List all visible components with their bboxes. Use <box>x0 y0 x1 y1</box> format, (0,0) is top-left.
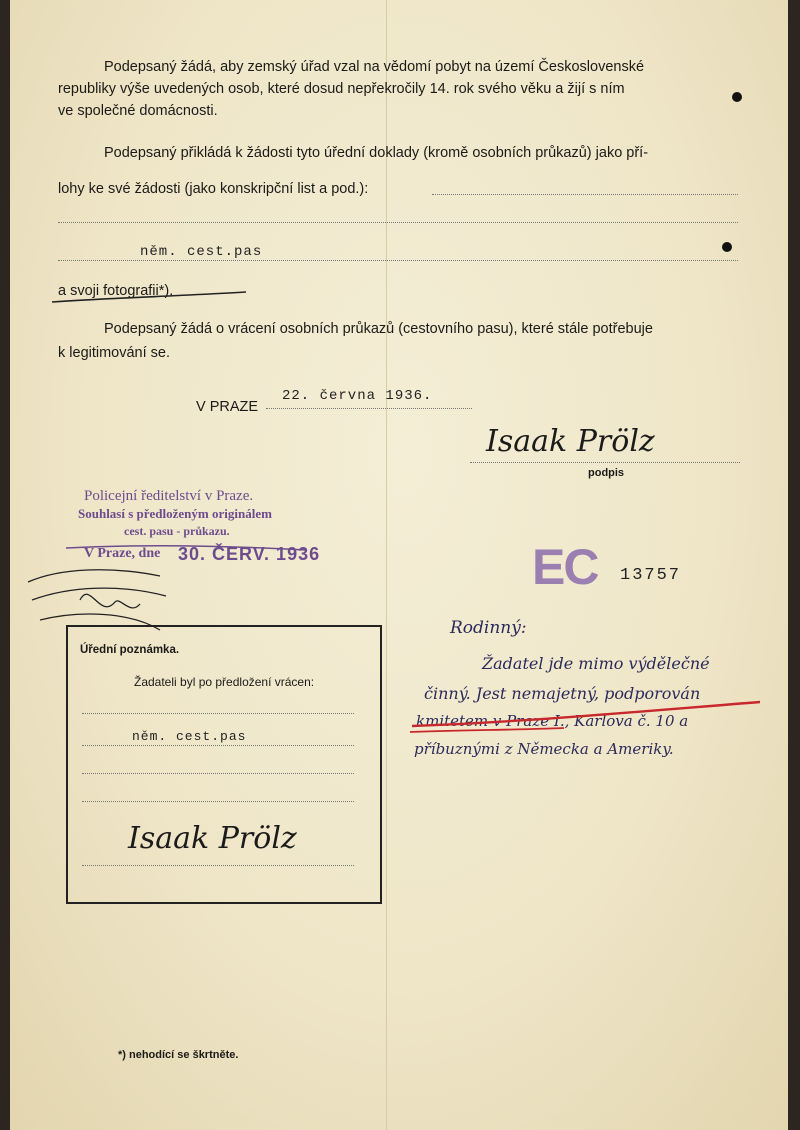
official-note-document: něm. cest.pas <box>132 729 247 744</box>
punch-hole-top <box>732 92 742 102</box>
attachments-line-3 <box>58 260 738 261</box>
date-typed: 22. června 1936. <box>282 388 433 404</box>
official-note-title: Úřední poznámka. <box>80 644 180 656</box>
note-line-1 <box>82 713 354 714</box>
handwritten-underline <box>50 288 250 308</box>
ec-stamp: EC <box>532 539 598 595</box>
stamp-line1: Policejní ředitelství v Praze. <box>84 488 254 504</box>
photo-line: a svoji fotografii*). <box>58 283 174 299</box>
official-note-line1: Žadateli byl po předložení vrácen: <box>134 675 315 689</box>
typed-document: něm. cest.pas <box>140 244 263 260</box>
scan-edge-left <box>0 0 10 1130</box>
signature-label: podpis <box>588 467 625 479</box>
note-line-3 <box>82 773 354 774</box>
footnote: *) nehodící se škrtněte. <box>118 1049 239 1061</box>
paragraph1-line1: Podepsaný žádá, aby zemský úřad vzal na vědomí pobyt na území Československé <box>104 59 645 75</box>
scan-edge-right <box>788 0 800 1130</box>
paragraph1-line2: republiky výše uvedených osob, které dosud nepřekročily 14. rok svého věku a žijí s ním <box>58 81 625 97</box>
handwritten-note-line3: činný. Jest nemajetný, podporován <box>424 684 701 703</box>
official-note-box <box>66 625 382 904</box>
note-line-4 <box>82 801 354 802</box>
attachments-line-2 <box>58 222 738 223</box>
handwritten-note-line2: Žadatel jde mimo výdělečné <box>482 654 710 673</box>
note-line-5 <box>82 865 354 866</box>
applicant-signature: Isaak Prölz <box>486 424 655 459</box>
paper-fold <box>386 0 387 1130</box>
stamp-date: 30. ČERV. 1936 <box>178 544 321 564</box>
note-line-2 <box>82 745 354 746</box>
punch-hole-middle <box>722 242 732 252</box>
paragraph1-line3: ve společné domácnosti. <box>58 103 218 119</box>
stamp-line3: cest. pasu - průkazu. <box>124 524 230 538</box>
stamp-line2: Souhlasí s předloženým originálem <box>78 506 272 521</box>
red-pencil-underline <box>404 692 774 742</box>
handwritten-note-line4: kmitetem v Praze I., Karlova č. 10 a <box>416 712 689 730</box>
paragraph3-line2: k legitimování se. <box>58 345 171 361</box>
handwritten-note-line1: Rodinný: <box>450 618 527 638</box>
ec-number: 13757 <box>620 566 682 585</box>
stamp-line4-prefix: V Praze, dne <box>84 546 161 561</box>
place-label: V PRAZE <box>196 399 259 415</box>
paragraph2-line1: Podepsaný přikládá k žádosti tyto úřední doklady (kromě osobních průkazů) jako pří- <box>104 145 649 161</box>
paragraph3-line1: Podepsaný žádá o vrácení osobních průkazů (cestovního pasu), které stále potřebuje <box>104 321 653 337</box>
handwritten-note-line5: příbuznými z Německa a Ameriky. <box>414 740 674 758</box>
date-line <box>266 408 472 409</box>
attachments-line-1 <box>432 194 738 195</box>
paragraph2-line2: lohy ke své žádosti (jako konskripční list a pod.): <box>58 181 369 197</box>
official-note-signature: Isaak Prölz <box>128 821 297 856</box>
